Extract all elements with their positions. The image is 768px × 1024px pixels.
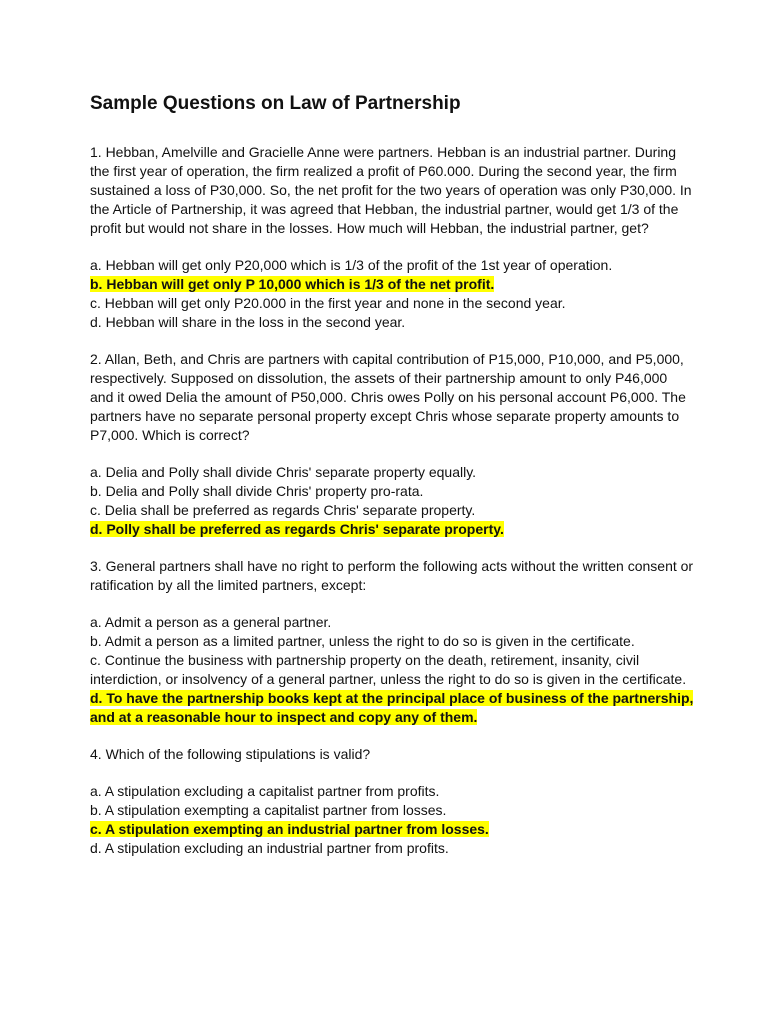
option-c <box>90 651 694 689</box>
option-d <box>90 313 694 332</box>
option-b <box>90 482 694 501</box>
option-a <box>90 256 694 275</box>
option-text: d. Polly shall be preferred as regards Chris' separate property. <box>90 521 504 537</box>
option-text: b. Delia and Polly shall divide Chris' property pro-rata. <box>90 483 424 499</box>
option-b <box>90 632 694 651</box>
option-text: c. A stipulation exempting an industrial partner from losses. <box>90 821 489 837</box>
option-text: a. A stipulation excluding a capitalist partner from profits. <box>90 783 440 799</box>
question-stem: 3. General partners shall have no right to perform the following acts without the written consent or ratification by all the limited partners, except: <box>90 558 694 593</box>
question-stem: 4. Which of the following stipulations is valid? <box>90 746 371 762</box>
option-text: a. Admit a person as a general partner. <box>90 614 332 630</box>
question-2 <box>90 350 694 539</box>
question-stem: 1. Hebban, Amelville and Gracielle Anne were partners. Hebban is an industrial partner. During the first year of operation, the firm realized a profit of P60.000. During the second year, the firm sustained a loss of P30,000. So, the net profit for the two years of operation was only P30,000. In the Article of Partnership, it was agreed that Hebban, the industrial partner, would get 1/3 of the profit but would not share in the losses. How much will Hebban, the industrial partner, get? <box>90 144 692 236</box>
option-b <box>90 801 694 820</box>
option-d <box>90 520 694 539</box>
option-text: a. Hebban will get only P20,000 which is 1/3 of the profit of the 1st year of operation. <box>90 257 613 273</box>
option-a <box>90 613 694 632</box>
option-c <box>90 820 694 839</box>
option-b <box>90 275 694 294</box>
option-text: c. Continue the business with partnership property on the death, retirement, insanity, civil interdiction, or insolvency of a general partner, unless the right to do so is given in the certificate. <box>90 652 687 687</box>
option-d <box>90 689 694 727</box>
option-text: d. To have the partnership books kept at the principal place of business of the partnership, and at a reasonable hour to inspect and copy any of them. <box>90 690 694 725</box>
option-text: d. A stipulation excluding an industrial partner from profits. <box>90 840 449 856</box>
option-c <box>90 294 694 313</box>
option-a <box>90 463 694 482</box>
option-text: b. Admit a person as a limited partner, unless the right to do so is given in the certificate. <box>90 633 635 649</box>
question-1 <box>90 143 694 332</box>
question-4 <box>90 745 694 858</box>
option-d <box>90 839 694 858</box>
option-c <box>90 501 694 520</box>
option-text: d. Hebban will share in the loss in the second year. <box>90 314 406 330</box>
option-text: a. Delia and Polly shall divide Chris' separate property equally. <box>90 464 477 480</box>
option-text: c. Hebban will get only P20.000 in the first year and none in the second year. <box>90 295 566 311</box>
question-stem: 2. Allan, Beth, and Chris are partners with capital contribution of P15,000, P10,000, and P5,000, respectively. Supposed on dissolution, the assets of their partnership amount to only P46,000 and it owed Delia the amount of P50,000. Chris owes Polly on his personal account P6,000. The partners have no separate personal property except Chris whose separate property amounts to P7,000. Which is correct? <box>90 351 686 443</box>
document-title: Sample Questions on Law of Partnership <box>90 93 461 114</box>
document-page <box>90 92 694 876</box>
question-3 <box>90 557 694 727</box>
option-a <box>90 782 694 801</box>
option-text: b. A stipulation exempting a capitalist partner from losses. <box>90 802 447 818</box>
option-text: c. Delia shall be preferred as regards Chris' separate property. <box>90 502 476 518</box>
option-text: b. Hebban will get only P 10,000 which is 1/3 of the net profit. <box>90 276 495 292</box>
